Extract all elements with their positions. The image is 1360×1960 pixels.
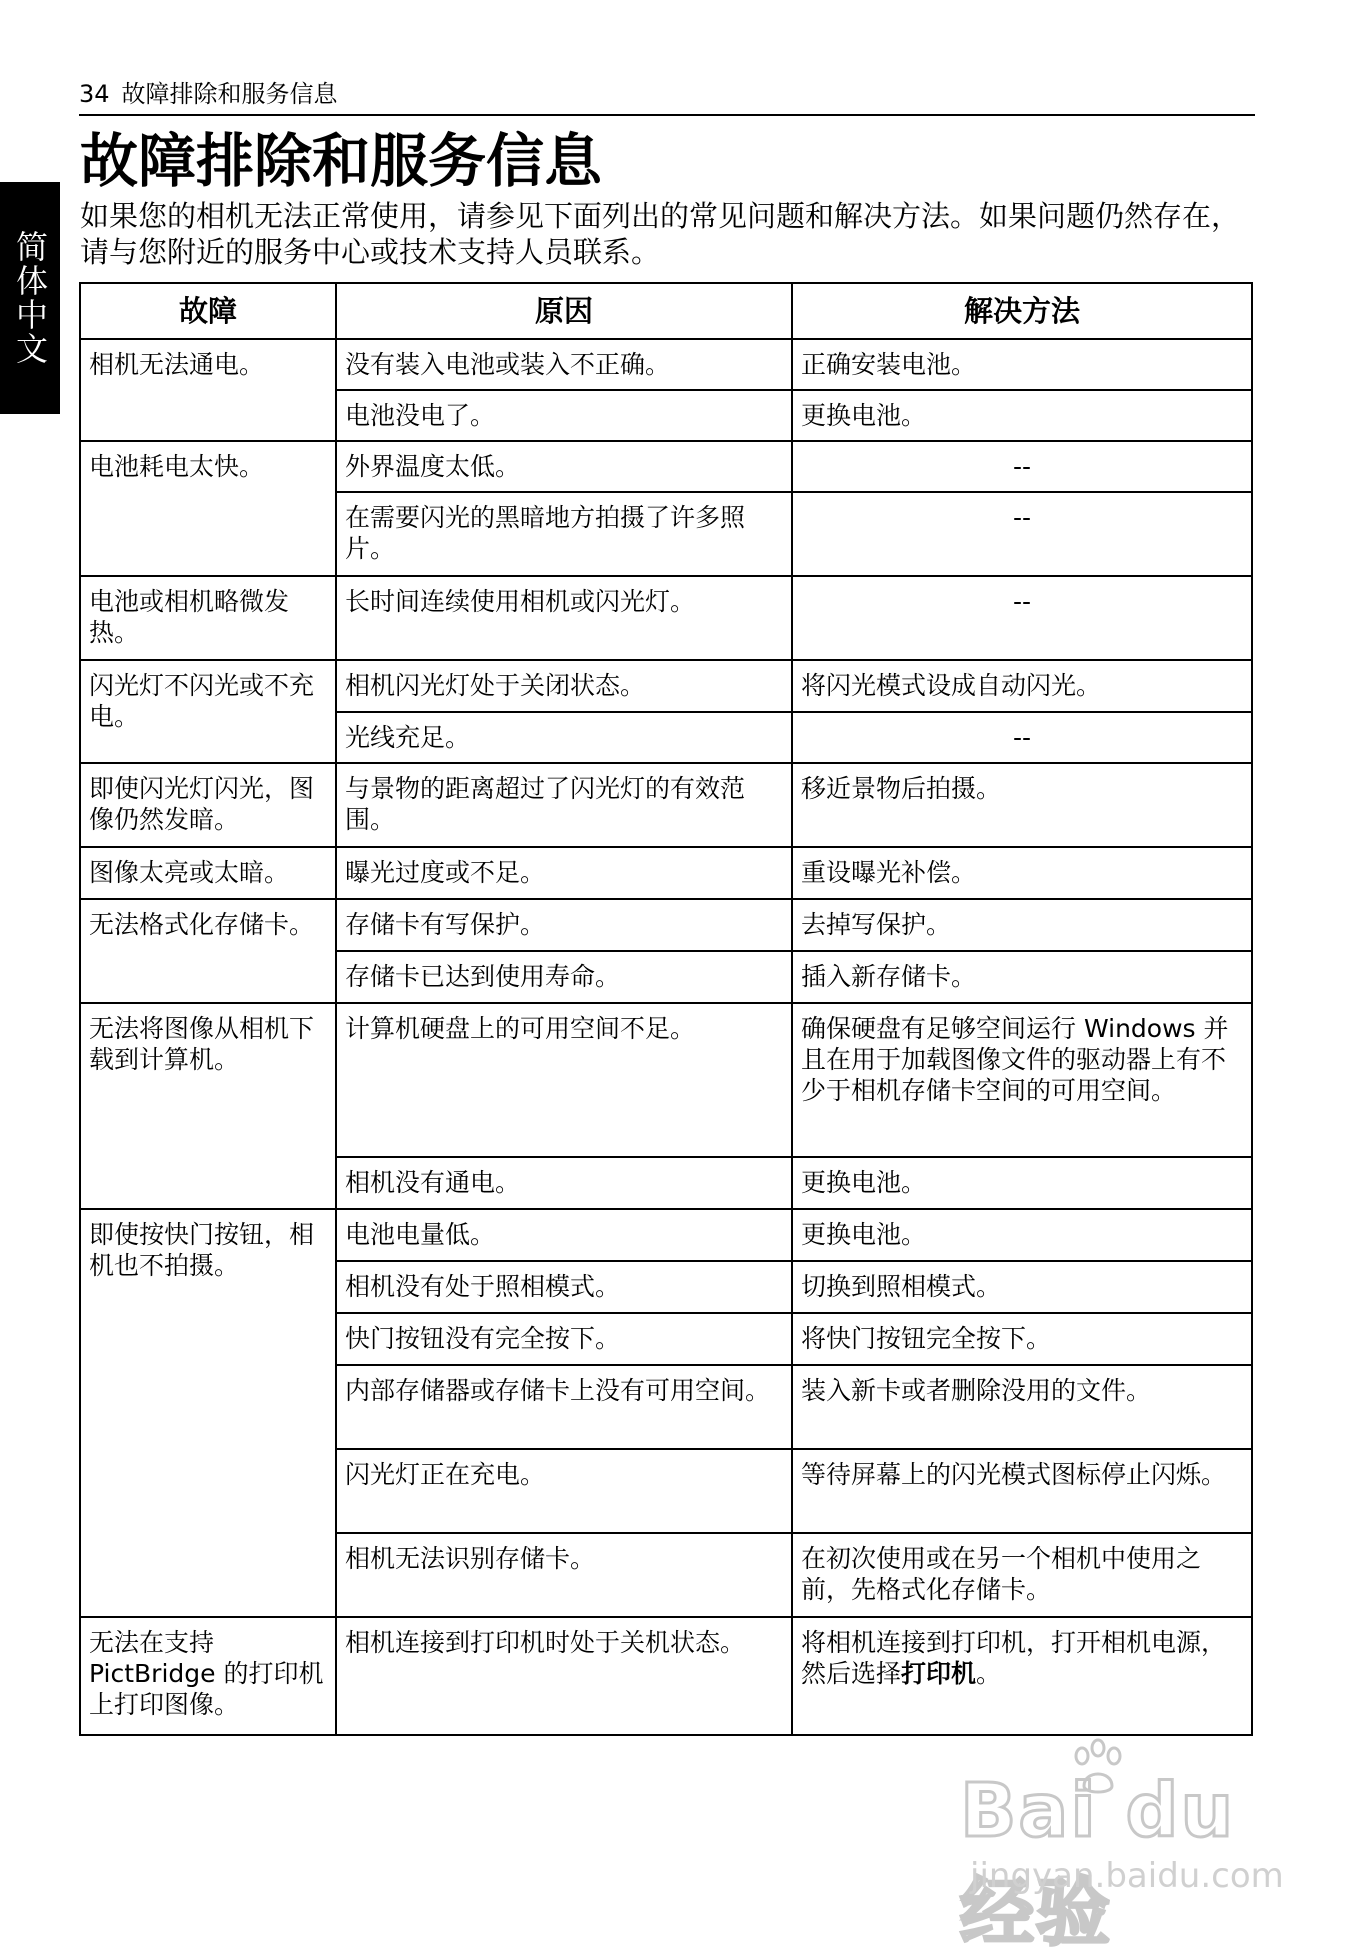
cause-cell: 光线充足。 (336, 712, 792, 763)
table-row (80, 1617, 1252, 1735)
solution-cell: 将快门按钮完全按下。 (792, 1313, 1252, 1365)
table-row (80, 1209, 1252, 1261)
column-header-problem: 故障 (80, 283, 336, 339)
cause-cell: 外界温度太低。 (336, 441, 792, 492)
cause-cell: 计算机硬盘上的可用空间不足。 (336, 1003, 792, 1157)
solution-cell: 重设曝光补偿。 (792, 847, 1252, 899)
problem-cell: 电池耗电太快。 (80, 441, 336, 576)
problem-cell: 即使按快门按钮，相机也不拍摄。 (80, 1209, 336, 1617)
table-row (80, 441, 1252, 492)
problem-cell: 无法在支持 PictBridge 的打印机上打印图像。 (80, 1617, 336, 1735)
table-row (80, 847, 1252, 899)
language-label: 简体中文 (11, 230, 49, 366)
cause-cell: 相机没有处于照相模式。 (336, 1261, 792, 1313)
solution-cell: 正确安装电池。 (792, 339, 1252, 390)
page-header (79, 78, 1255, 116)
cause-cell: 相机无法识别存储卡。 (336, 1533, 792, 1617)
page-number: 34 (79, 80, 110, 108)
watermark-brand: Bai du 经验 (960, 1768, 1236, 1956)
cause-cell: 电池电量低。 (336, 1209, 792, 1261)
solution-cell: 切换到照相模式。 (792, 1261, 1252, 1313)
solution-cell: 更换电池。 (792, 1157, 1252, 1209)
solution-cell (792, 1617, 1252, 1735)
solution-cell: 在初次使用或在另一个相机中使用之前，先格式化存储卡。 (792, 1533, 1252, 1617)
table-row (80, 660, 1252, 712)
solution-text: 将相机连接到打印机，打开相机电源，然后选择 (801, 1628, 1227, 1688)
solution-tail: 。 (976, 1659, 1002, 1688)
problem-cell: 电池或相机略微发热。 (80, 576, 336, 660)
problem-cell: 无法格式化存储卡。 (80, 899, 336, 1003)
cause-cell: 曝光过度或不足。 (336, 847, 792, 899)
column-header-cause: 原因 (336, 283, 792, 339)
column-header-solution: 解决方法 (792, 283, 1252, 339)
table-row (80, 899, 1252, 951)
table-row (80, 339, 1252, 390)
table-row (80, 576, 1252, 660)
cause-cell: 内部存储器或存储卡上没有可用空间。 (336, 1365, 792, 1449)
baidu-watermark (960, 1738, 1290, 1956)
solution-cell: -- (792, 441, 1252, 492)
cause-cell: 相机没有通电。 (336, 1157, 792, 1209)
header-section-title: 故障排除和服务信息 (121, 80, 338, 108)
printer-menu-label: 打印机 (901, 1659, 977, 1688)
page-title: 故障排除和服务信息 (80, 127, 603, 195)
problem-cell: 图像太亮或太暗。 (80, 847, 336, 899)
solution-cell: 去掉写保护。 (792, 899, 1252, 951)
cause-cell: 相机闪光灯处于关闭状态。 (336, 660, 792, 712)
problem-cell: 即使闪光灯闪光，图像仍然发暗。 (80, 763, 336, 847)
cause-cell: 相机连接到打印机时处于关机状态。 (336, 1617, 792, 1735)
solution-cell: 装入新卡或者删除没用的文件。 (792, 1365, 1252, 1449)
solution-cell: 移近景物后拍摄。 (792, 763, 1252, 847)
solution-cell: 更换电池。 (792, 390, 1252, 441)
troubleshooting-table (79, 282, 1253, 1736)
cause-cell: 存储卡已达到使用寿命。 (336, 951, 792, 1003)
cause-cell: 与景物的距离超过了闪光灯的有效范围。 (336, 763, 792, 847)
solution-cell: 更换电池。 (792, 1209, 1252, 1261)
watermark-url: jingyan.baidu.com (970, 1856, 1284, 1896)
table-row (80, 1003, 1252, 1157)
problem-cell: 无法将图像从相机下载到计算机。 (80, 1003, 336, 1209)
intro-paragraph: 如果您的相机无法正常使用，请参见下面列出的常见问题和解决方法。如果问题仍然存在，请与您附近的服务中心或技术支持人员联系。 (80, 199, 1241, 269)
table-header-row (80, 283, 1252, 339)
solution-cell: -- (792, 492, 1252, 576)
cause-cell: 在需要闪光的黑暗地方拍摄了许多照片。 (336, 492, 792, 576)
cause-cell: 存储卡有写保护。 (336, 899, 792, 951)
cause-cell: 电池没电了。 (336, 390, 792, 441)
solution-cell: -- (792, 576, 1252, 660)
solution-cell: 插入新存储卡。 (792, 951, 1252, 1003)
solution-cell: -- (792, 712, 1252, 763)
solution-cell: 等待屏幕上的闪光模式图标停止闪烁。 (792, 1449, 1252, 1533)
cause-cell: 快门按钮没有完全按下。 (336, 1313, 792, 1365)
cause-cell: 长时间连续使用相机或闪光灯。 (336, 576, 792, 660)
solution-cell: 确保硬盘有足够空间运行 Windows 并且在用于加载图像文件的驱动器上有不少于相机存储卡空间的可用空间。 (792, 1003, 1252, 1157)
problem-cell: 相机无法通电。 (80, 339, 336, 441)
cause-cell: 没有装入电池或装入不正确。 (336, 339, 792, 390)
language-side-tab (0, 182, 60, 414)
cause-cell: 闪光灯正在充电。 (336, 1449, 792, 1533)
problem-cell: 闪光灯不闪光或不充电。 (80, 660, 336, 763)
solution-cell: 将闪光模式设成自动闪光。 (792, 660, 1252, 712)
table-row (80, 763, 1252, 847)
